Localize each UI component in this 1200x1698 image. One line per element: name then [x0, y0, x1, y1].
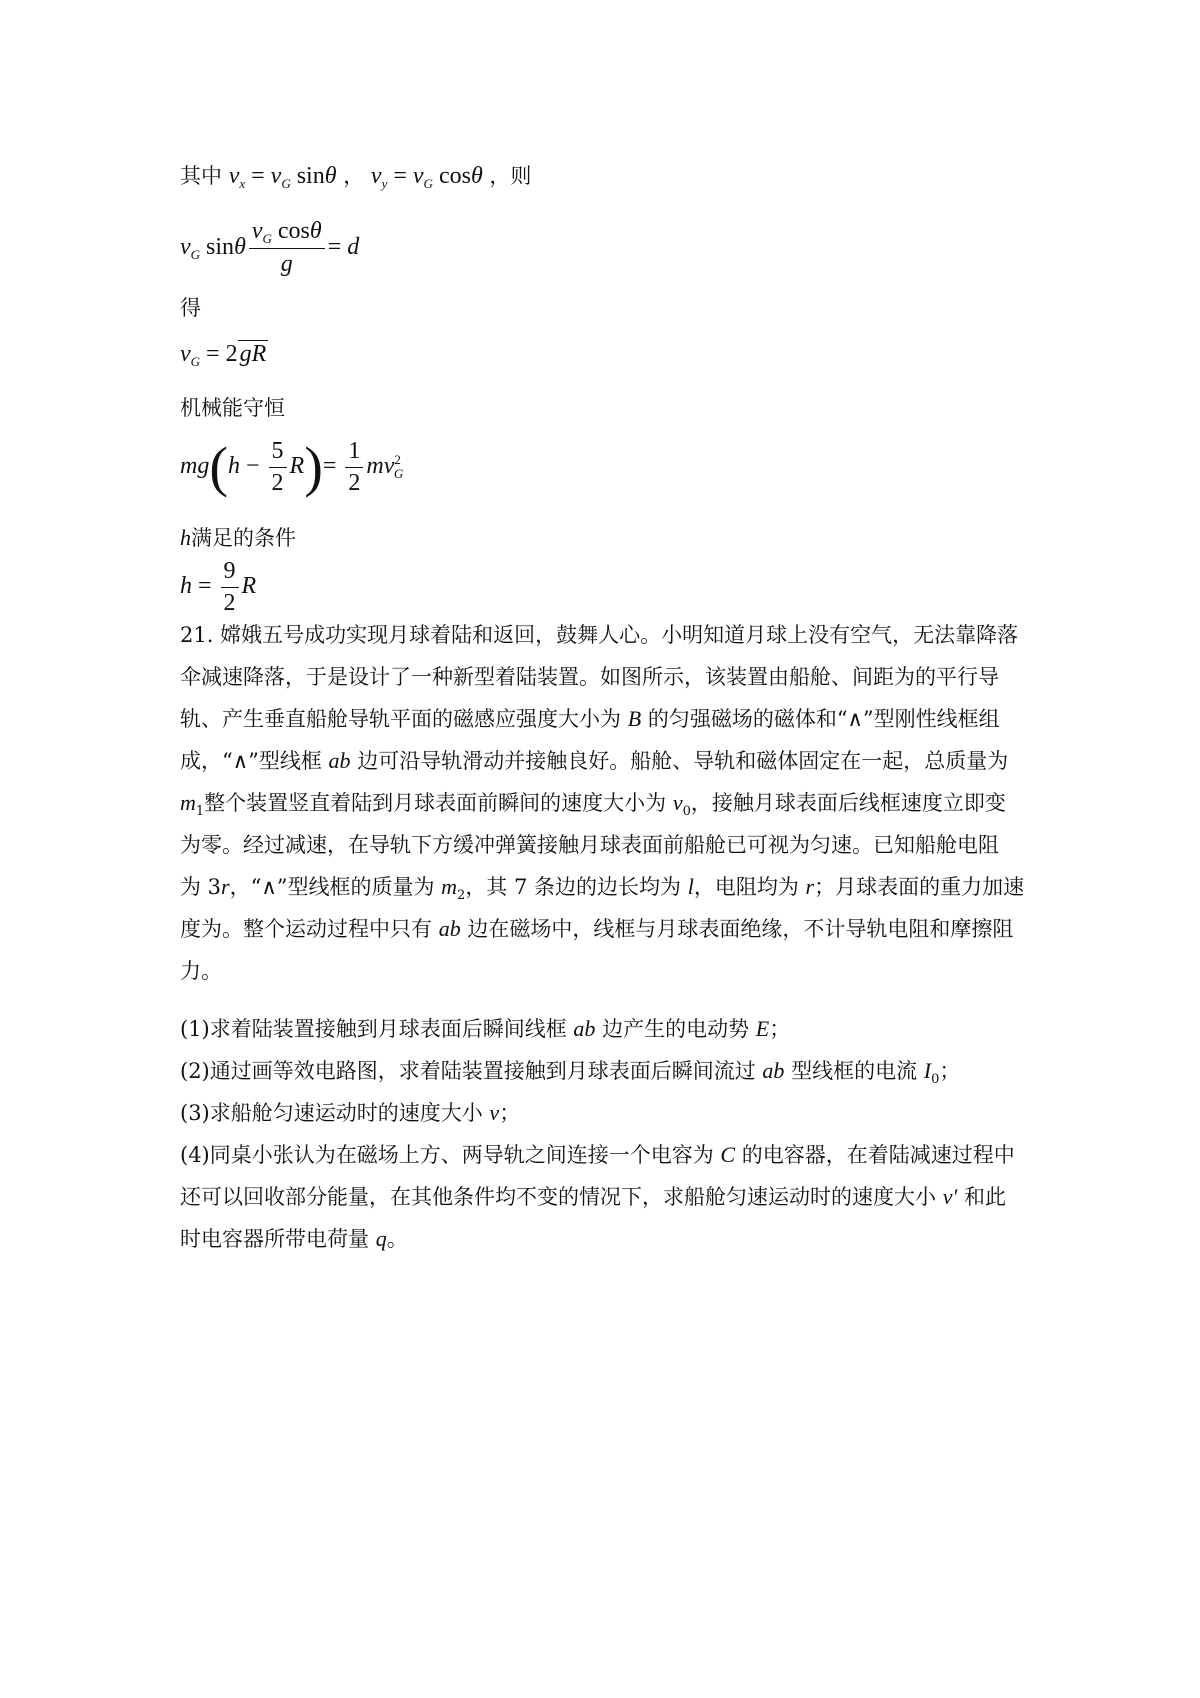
question-3: (3)求船舱匀速运动时的速度大小 v；	[180, 1100, 521, 1125]
text-de: 得	[180, 296, 201, 320]
problem-line-6: 为零。经过减速，在导轨下方缓冲弹簧接触月球表面前船舱已可视为匀速。已知船舱电阻	[180, 833, 999, 857]
text-energy-conservation: 机械能守恒	[180, 396, 285, 420]
problem-21-text	[180, 614, 1028, 992]
problem-line-2: 伞减速降落，于是设计了一种新型着陆装置。如图所示，该装置由船舱、间距为的平行导	[180, 665, 999, 689]
equation-range: $v_G$ sinθ $\frac{v_G \cos\theta}{g}$ = d	[180, 218, 360, 277]
question-1: (1)求着陆装置接触到月球表面后瞬间线框 ab 边产生的电动势 E；	[180, 1016, 791, 1041]
question-4: (4)同桌小张认为在磁场上方、两导轨之间连接一个电容为 C 的电容器，在着陆减速过程中 还可以回收部分能量，在其他条件均不变的情况下，求船舱匀速运动时的速度大小 v′ 和此 时电容器所带电荷量 q。	[180, 1142, 1015, 1251]
equation-energy: mg(h − $\frac{5}{2}$ R)= $\frac{1}{2}$ $mv^2_G$	[180, 436, 404, 499]
problem-line-8: 度为。整个运动过程中只有 ab 边在磁场中，线框与月球表面绝缘，不计导轨电阻和摩擦阻	[180, 916, 1014, 941]
equation-vg: $v_G = 2gR$	[180, 341, 267, 369]
problem-line-9: 力。	[180, 959, 222, 983]
problem-line-4: 成，“∧”型线框 ab 边可沿导轨滑动并接触良好。船舱、导轨和磁体固定在一起，总质量为	[180, 748, 1009, 773]
velocity-components-line: 其中 $v_x = v_G$ sinθ ， $v_y = v_G$ cosθ ，则	[180, 163, 532, 191]
problem-line-1: 21. 嫦娥五号成功实现月球着陆和返回，鼓舞人心。小明知道月球上没有空气，无法靠降落	[180, 623, 1019, 647]
question-2: (2)通过画等效电路图，求着陆装置接触到月球表面后瞬间流过 ab 型线框的电流 $I_0$；	[180, 1058, 961, 1087]
problem-line-3: 轨、产生垂直船舱导轨平面的磁感应强度大小为 B 的匀强磁场的磁体和“∧”型刚性线框组	[180, 706, 1000, 731]
equation-h: h = $\frac{9}{2}$ R	[180, 558, 257, 616]
text-h-condition: h满足的条件	[180, 525, 296, 550]
problem-line-5: $m_1$整个装置竖直着陆到月球表面前瞬间的速度大小为 $v_0$，接触月球表面后线框速度立即变	[180, 790, 1006, 819]
problem-line-7: 为 3r，“∧”型线框的质量为 $m_2$，其 7 条边的边长均为 l，电阻均为 r；月球表面的重力加速	[180, 874, 1025, 903]
